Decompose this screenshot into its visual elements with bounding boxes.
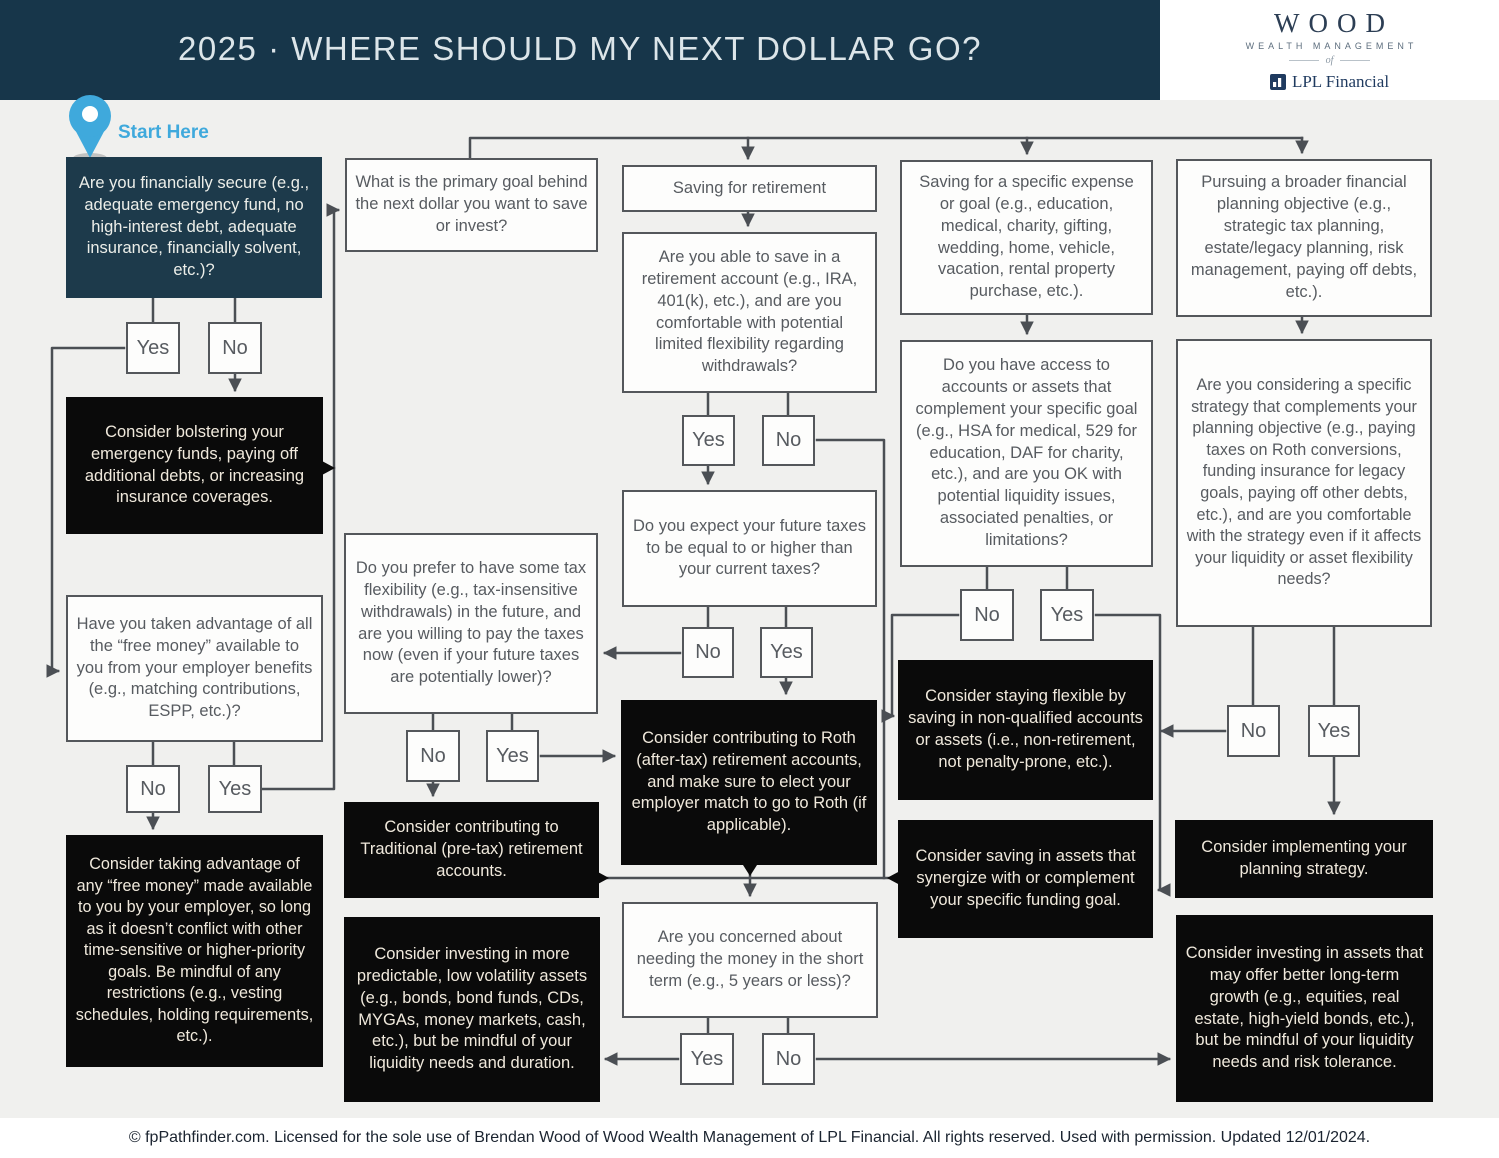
advice-long-term-growth: Consider investing in assets that may offer better long-term growth (e.g., equities, real estate, high-yield bonds, etc.), but be mindful of your liquidity needs and risk tolerance. <box>1176 915 1433 1102</box>
question-specific-strategy: Are you considering a specific strategy that complements your planning objective (e.g., paying taxes on Roth conversions, funding insurance for legacy goals, paying off other debts, etc.), and are you comfortable with the strategy even if it affects your liquidity or asset flexibility needs? <box>1176 339 1432 627</box>
advice-roth-accounts: Consider contributing to Roth (after-tax) retirement accounts, and make sure to elect your employer match to go to Roth (if applicable). <box>621 700 877 865</box>
chip-tax-flexibility-no: No <box>406 730 460 782</box>
chip-financially-secure-yes: Yes <box>126 322 180 374</box>
advice-bolster-emergency: Consider bolstering your emergency funds, paying off additional debts, or increasing insurance coverages. <box>66 397 323 534</box>
start-here-label: Start Here <box>118 122 209 143</box>
chip-free-money-no: No <box>126 765 180 813</box>
chip-strategy-yes: Yes <box>1308 705 1360 757</box>
question-future-taxes: Do you expect your future taxes to be equal to or higher than your current taxes? <box>622 490 877 607</box>
advice-synergize-assets: Consider saving in assets that synergize with or complement your specific funding goal. <box>898 820 1153 938</box>
question-financially-secure: Are you financially secure (e.g., adequate emergency fund, no high-interest debt, adequate insurance, financially solvent, etc.)? <box>66 157 322 298</box>
lpl-logo-icon <box>1270 74 1286 90</box>
advice-take-free-money: Consider taking advantage of any “free money” made available to you by your employer, so long as it doesn’t conflict with other time-sensitive or higher-priority goals. Be mindful of any restrictions (e.g., vesting schedules, holding requirements, etc.). <box>66 835 323 1067</box>
question-free-money: Have you taken advantage of all the “free money” available to you from your employer benefits (e.g., matching contributions, ESPP, etc.)? <box>66 595 323 742</box>
logo-of-divider: of <box>1289 55 1371 66</box>
chip-future-taxes-no: No <box>682 627 734 678</box>
chip-retirement-account-yes: Yes <box>682 415 735 466</box>
chip-short-term-no: No <box>762 1033 815 1085</box>
chip-strategy-no: No <box>1227 705 1280 757</box>
branch-saving-for-retirement: Saving for retirement <box>622 165 877 212</box>
chip-complement-no: No <box>960 589 1014 641</box>
wood-logo-subtitle: WEALTH MANAGEMENT <box>1245 41 1418 51</box>
logo-panel <box>1160 0 1499 100</box>
branch-broader-objective: Pursuing a broader financial planning objective (e.g., strategic tax planning, estate/legacy planning, risk management, paying off debts, etc.). <box>1176 159 1432 317</box>
chip-financially-secure-no: No <box>208 322 262 374</box>
question-tax-flexibility: Do you prefer to have some tax flexibility (e.g., tax-insensitive withdrawals) in the future, and are you willing to pay the taxes now (even if your future taxes are potentially lower)? <box>344 533 598 714</box>
lpl-logo-text: LPL Financial <box>1291 72 1390 91</box>
footer-bar <box>0 1118 1499 1158</box>
chip-retirement-account-no: No <box>762 415 815 466</box>
advice-stay-flexible: Consider staying flexible by saving in non-qualified accounts or assets (i.e., non-retirement, not penalty-prone, etc.). <box>898 660 1153 800</box>
chip-free-money-yes: Yes <box>208 765 262 813</box>
question-short-term-need: Are you concerned about needing the money in the short term (e.g., 5 years or less)? <box>622 902 878 1018</box>
page-title: 2025 · WHERE SHOULD MY NEXT DOLLAR GO? <box>178 30 982 67</box>
question-complement-accounts: Do you have access to accounts or assets that complement your specific goal (e.g., HSA for medical, 529 for education, DAF for charity, etc.), and are you OK with potential liquidity issues, associated penalties, or limitations? <box>900 340 1153 567</box>
chip-future-taxes-yes: Yes <box>760 627 813 678</box>
branch-specific-expense-goal: Saving for a specific expense or goal (e.g., education, medical, charity, gifting, wedding, home, vehicle, vacation, rental property purchase, etc.). <box>900 160 1153 315</box>
chip-tax-flexibility-yes: Yes <box>486 730 539 782</box>
lpl-financial-logo <box>1270 72 1389 92</box>
chip-short-term-yes: Yes <box>680 1033 734 1085</box>
advice-low-volatility-assets: Consider investing in more predictable, low volatility assets (e.g., bonds, bond funds, CDs, MYGAs, money markets, cash, etc.), but be mindful of your liquidity needs and duration. <box>344 917 600 1102</box>
advice-traditional-accounts: Consider contributing to Traditional (pre-tax) retirement accounts. <box>344 802 599 898</box>
footer-license-text: © fpPathfinder.com. Licensed for the sole use of Brendan Wood of Wood Wealth Management of LPL Financial. All rights reserved. Used with permission. Updated 12/01/2024. <box>128 1129 1371 1146</box>
start-pin-icon <box>64 92 120 164</box>
question-retirement-account: Are you able to save in a retirement account (e.g., IRA, 401(k), etc.), and are you comfortable with potential limited flexibility regarding withdrawals? <box>622 232 877 393</box>
advice-implement-strategy: Consider implementing your planning strategy. <box>1175 820 1433 898</box>
chip-complement-yes: Yes <box>1040 589 1094 641</box>
wood-logo-text: WOOD <box>1274 8 1394 38</box>
question-primary-goal: What is the primary goal behind the next dollar you want to save or invest? <box>345 158 598 252</box>
